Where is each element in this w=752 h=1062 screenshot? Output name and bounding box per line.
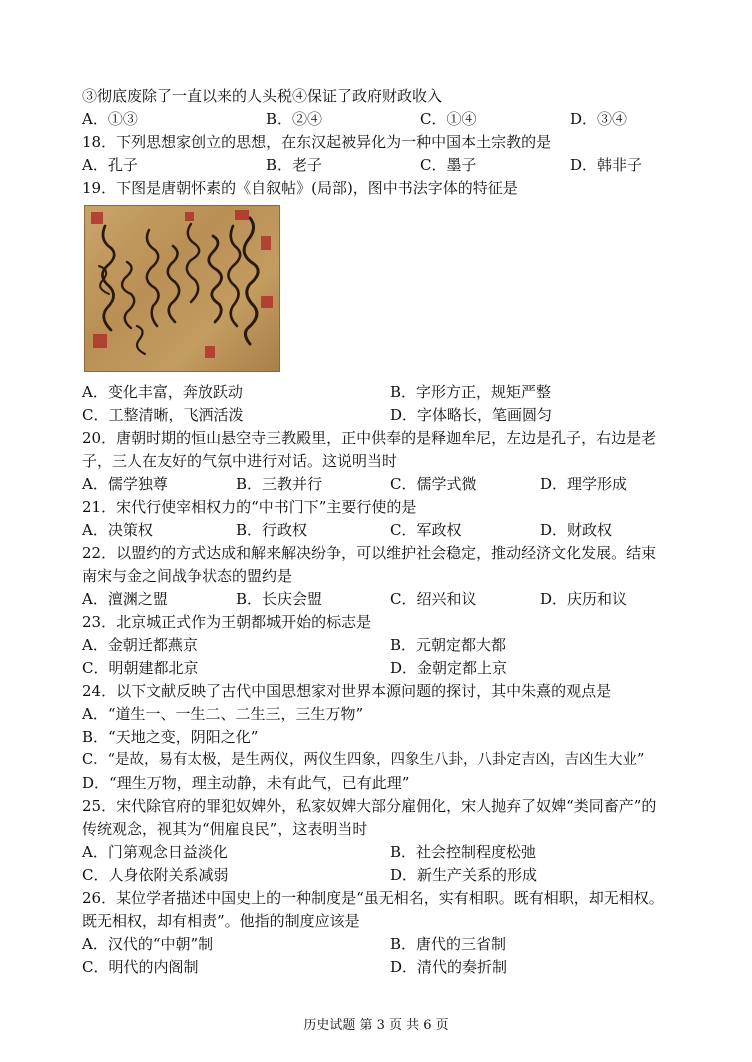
q23-option-d: D．金朝定都上京 xyxy=(390,659,508,677)
q19-option-d: D．字体略长，笔画圆匀 xyxy=(390,406,553,424)
q20-option-c: C．儒学式微 xyxy=(390,475,477,493)
q25-question-line2: 传统观念，视其为“佣雇良民”，这表明当时 xyxy=(82,820,368,838)
q25-option-d: D．新生产关系的形成 xyxy=(390,866,538,884)
q25-question-line1: 25．宋代除官府的罪犯奴婢外，私家奴婢大部分雇佣化，宋人抛弃了奴婢“类同畜产”的 xyxy=(82,797,657,815)
q25-option-c: C．人身依附关系减弱 xyxy=(82,866,229,884)
q18-option-d: D．韩非子 xyxy=(570,156,643,174)
q18-question: 18．下列思想家创立的思想，在东汉起被异化为一种中国本土宗教的是 xyxy=(82,133,552,151)
q26-option-d: D．清代的奏折制 xyxy=(390,958,508,976)
calligraphy-image xyxy=(84,205,280,372)
q18-option-a: A．孔子 xyxy=(82,156,138,174)
q23-option-a: A．金朝迁都燕京 xyxy=(82,636,198,654)
q24-option-a: A．“道生一、一生二、二生三，三生万物” xyxy=(82,705,364,723)
q17-text-tail: ③彻底废除了一直以来的人头税④保证了政府财政收入 xyxy=(82,87,443,105)
q24-question: 24．以下文献反映了古代中国思想家对世界本源问题的探讨，其中朱熹的观点是 xyxy=(82,682,612,700)
q21-option-a: A．决策权 xyxy=(82,521,153,539)
q21-option-c: C．军政权 xyxy=(390,521,462,539)
q23-option-c: C．明朝建都北京 xyxy=(82,659,199,677)
q17-option-d: D．③④ xyxy=(570,110,628,128)
q22-question-line1: 22．以盟约的方式达成和解来解决纷争，可以维护社会稳定，推动经济文化发展。结束 xyxy=(82,544,657,562)
q17-option-c: C．①④ xyxy=(420,110,477,128)
q18-option-c: C．墨子 xyxy=(420,156,477,174)
q20-option-b: B．三教并行 xyxy=(236,475,323,493)
q19-option-a: A．变化丰富，奔放跃动 xyxy=(82,383,243,401)
q25-option-a: A．门第观念日益淡化 xyxy=(82,843,228,861)
q26-option-b: B．唐代的三省制 xyxy=(390,935,507,953)
q23-question: 23．北京城正式作为王朝都城开始的标志是 xyxy=(82,613,372,631)
q19-option-b: B．字形方正，规矩严整 xyxy=(390,383,552,401)
q22-option-b: B．长庆会盟 xyxy=(236,590,323,608)
q26-option-a: A．汉代的“中朝”制 xyxy=(82,935,214,953)
q23-option-b: B．元朝定都大都 xyxy=(390,636,507,654)
q18-option-b: B．老子 xyxy=(266,156,323,174)
q17-option-b: B．②④ xyxy=(266,110,323,128)
q20-option-a: A．儒学独尊 xyxy=(82,475,168,493)
q22-option-a: A．澶渊之盟 xyxy=(82,590,168,608)
q20-option-d: D．理学形成 xyxy=(540,475,628,493)
q24-option-d: D．“理生万物，理主动静，未有此气，已有此理” xyxy=(82,774,410,792)
q19-question: 19．下图是唐朝怀素的《自叙帖》(局部)，图中书法字体的特征是 xyxy=(82,179,518,197)
q21-option-b: B．行政权 xyxy=(236,521,308,539)
q20-question-line2: 子，三人在友好的气氛中进行对话。这说明当时 xyxy=(82,452,398,470)
q17-option-a: A．①③ xyxy=(82,110,138,128)
q24-option-b: B．“天地之变，阴阳之化” xyxy=(82,728,259,746)
page-footer: 历史试题 第 3 页 共 6 页 xyxy=(303,1018,449,1033)
q22-option-c: C．绍兴和议 xyxy=(390,590,477,608)
q26-question-line1: 26．某位学者描述中国史上的一种制度是“虽无相名，实有相职。既有相职，却无相权。 xyxy=(82,889,664,907)
q21-option-d: D．财政权 xyxy=(540,521,613,539)
q21-question: 21．宋代行使宰相权力的“中书门下”主要行使的是 xyxy=(82,498,417,516)
q26-question-line2: 既无相权，却有相责”。他指的制度应该是 xyxy=(82,912,360,930)
q19-option-c: C．工整清晰，飞洒活泼 xyxy=(82,406,244,424)
q22-question-line2: 南宋与金之间战争状态的盟约是 xyxy=(82,567,293,585)
q22-option-d: D．庆历和议 xyxy=(540,590,628,608)
q24-option-c: C．“是故，易有太极，是生两仪，两仪生四象，四象生八卦，八卦定吉凶，吉凶生大业” xyxy=(82,752,645,768)
q20-question-line1: 20．唐朝时期的恒山悬空寺三教殿里，正中供奉的是释迦牟尼，左边是孔子，右边是老 xyxy=(82,429,657,447)
q25-option-b: B．社会控制程度松弛 xyxy=(390,843,537,861)
q26-option-c: C．明代的内阁制 xyxy=(82,958,199,976)
